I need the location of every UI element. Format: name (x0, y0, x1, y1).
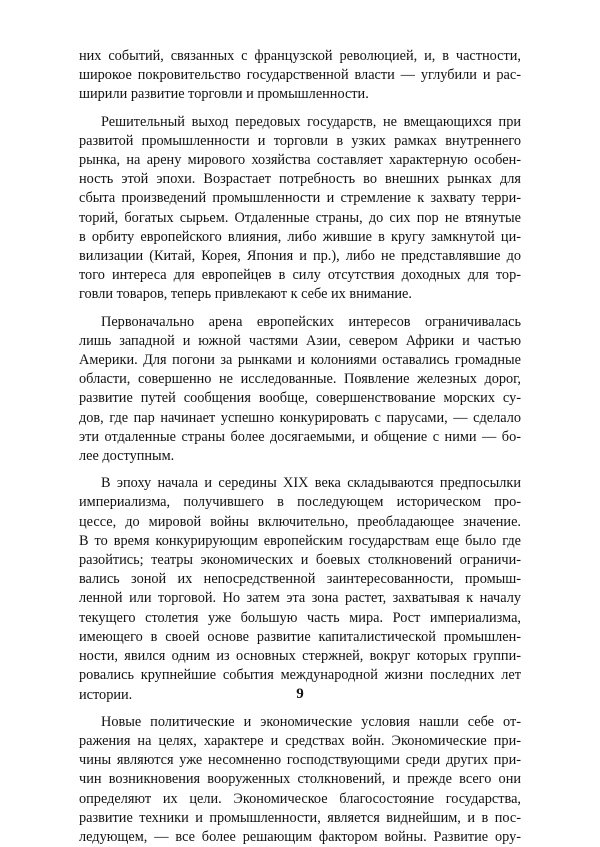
text-line: В эпоху начала и середины XIX века складываются предпосылки (101, 475, 521, 492)
paragraph-1 (79, 47, 521, 105)
text-line: лее доступным. (79, 448, 175, 465)
text-line: Новые политические и экономические условия нашли себе от- (101, 713, 521, 730)
text-line: рынка, на арену мирового хозяйства составляет характерную особен- (79, 152, 521, 169)
text-line: в орбиту европейского влияния, либо жившие в кругу замкнутой ци- (79, 228, 521, 245)
page-number: 9 (296, 686, 304, 702)
text-line: Первоначально арена европейских интересов ограничивалась (101, 313, 521, 330)
page-body (79, 47, 521, 847)
text-line: определяют их цели. Экономическое благосостояние государства, (79, 790, 521, 807)
paragraph-2 (79, 113, 521, 305)
text-line: эти отдаленные страны более досягаемыми, и общение с ними — бо- (79, 428, 521, 445)
text-line: текущего столетия уже большую часть мира. Рост империализма, (79, 609, 521, 626)
paragraph-3 (79, 313, 521, 467)
text-line: ражения на целях, характере и средствах войн. Экономические при- (79, 732, 521, 749)
text-line: ность этой эпохи. Возрастает потребность во внешних рынках для (79, 171, 521, 188)
text-line: дов, где пар начинает успешно конкурировать с парусами, — сделало (79, 409, 521, 426)
text-line: развитие техники и промышленности, является виднейшим, и в пос- (79, 809, 521, 826)
text-line: ширили развитие торговли и промышленности. (79, 86, 369, 103)
paragraph-4 (79, 474, 521, 704)
text-line: развитие путей сообщения вообще, совершенствование морских су- (79, 390, 521, 407)
text-line: вилизации (Китай, Корея, Япония и пр.), либо не представлявшие до (79, 248, 521, 265)
text-line: торий, богатых сырьем. Отдаленные страны, до сих пор не втянутые (79, 209, 521, 226)
text-line: истории. (79, 686, 133, 703)
text-line: империализма, получившего в последующем историческом про- (79, 494, 521, 511)
text-line: ности, явился одним из основных стержней, вокруг которых группи- (79, 648, 521, 665)
text-line: ледующем, — все более решающим фактором войны. Развитие ору- (79, 828, 521, 845)
text-line: того интереса для европейцев в силу отсутствия доходных для тор- (79, 267, 521, 284)
text-line: Америки. Для погони за рынками и колониями оставались громадные (79, 352, 521, 369)
text-line: широкое покровительство государственной власти — углубили и рас- (79, 67, 521, 84)
text-line: области, совершенно не исследованные. Появление железных дорог, (79, 371, 521, 388)
text-line: Решительный выход передовых государств, не вмещающихся при (101, 113, 521, 130)
text-line: них событий, связанных с французской революцией, и, в частности, (79, 48, 521, 64)
text-line: В то время конкурирующим европейским государствам еще было где (79, 532, 521, 549)
text-line: чин возникновения вооруженных столкновений, и прежде всего они (79, 771, 521, 788)
text-line: цессе, до мировой войны включительно, преобладающее значение. (79, 513, 521, 530)
text-line: лишь западной и южной частями Азии, севером Африки и частью (79, 332, 521, 349)
text-line: ровались крупнейшие события международной жизни последних лет (79, 667, 521, 684)
text-line: вались зоной их непосредственной заинтересованности, промыш- (79, 571, 521, 588)
paragraph-5 (79, 713, 521, 847)
text-line: ленной или торговой. Но затем эта зона растет, захватывая к началу (79, 590, 521, 607)
text-line: сбыта произведений промышленности и стремление к захвату терри- (79, 190, 521, 207)
text-line: говли товаров, теперь привлекают к себе их внимание. (79, 286, 412, 303)
text-line: развитой промышленности и торговли в узких рамках внутреннего (79, 132, 521, 149)
text-line: имеющего в своей основе развитие капиталистической промышлен- (79, 628, 521, 645)
text-line: чины являются уже несомненно господствующими среди других при- (79, 752, 521, 769)
text-line: разойтись; театры экономических и боевых столкновений ограничи- (79, 552, 521, 569)
